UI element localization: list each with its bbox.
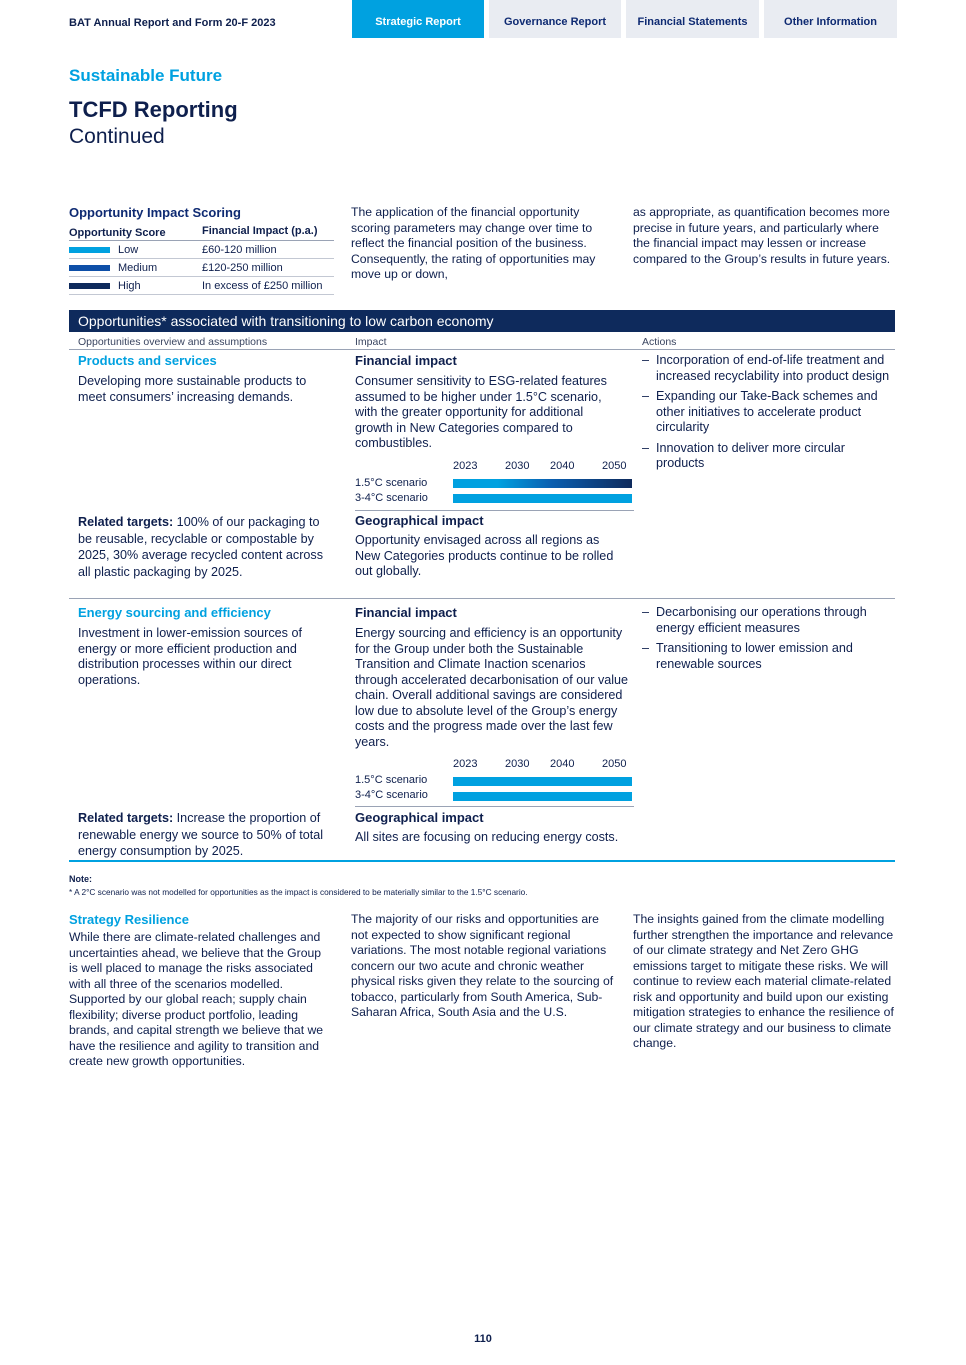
scenario-bar-3-4c xyxy=(453,792,632,801)
energy-actions-list xyxy=(642,605,892,677)
scenario-label: 1.5°C scenario xyxy=(355,477,428,489)
table-bottom-rule xyxy=(69,860,895,862)
products-actions-list xyxy=(642,353,892,477)
page-subtitle: Continued xyxy=(69,125,165,148)
targets-label: Related targets: xyxy=(78,811,174,825)
column-header-overview: Opportunities overview and assumptions xyxy=(78,336,268,348)
energy-title: Energy sourcing and efficiency xyxy=(78,605,271,620)
section-kicker: Sustainable Future xyxy=(69,66,223,85)
tab-strategic-report[interactable]: Strategic Report xyxy=(352,0,484,38)
score-label: High xyxy=(118,279,141,292)
score-impact: £60-120 million xyxy=(202,243,277,256)
intro-paragraph-1: The application of the financial opportunity scoring parameters may change over time to reflect the financial position of the business. Consequently, the rating of opportunities may move up or down, xyxy=(351,205,596,281)
score-swatch-high xyxy=(69,283,110,289)
products-related-targets xyxy=(78,514,332,580)
targets-text: 100% of our packaging to be reusable, recyclable or compostable by 2025, 30% average recycled content across all plastic packaging by 2025. xyxy=(78,515,324,579)
products-financial-text: Consumer sensitivity to ESG-related features assumed to be higher under 1.5°C scenario, with the greater opportunity for additional growth in New Categories compared to combustibles. xyxy=(355,374,607,450)
scoring-row-low xyxy=(69,241,334,259)
timeline-year: 2050 xyxy=(602,460,627,472)
scenario-bar-1-5c xyxy=(453,777,632,786)
resilience-title: Strategy Resilience xyxy=(69,912,189,927)
divider xyxy=(69,598,895,599)
note-text: * A 2°C scenario was not modelled for opportunities as the impact is considered to be materially similar to the 1.5°C scenario. xyxy=(69,887,528,897)
scenario-label: 3-4°C scenario xyxy=(355,789,428,801)
score-swatch-medium xyxy=(69,265,110,271)
list-item: – Expanding our Take-Back schemes and other initiatives to accelerate product circularity xyxy=(642,389,892,436)
tab-other-information[interactable]: Other Information xyxy=(764,0,897,38)
score-label: Medium xyxy=(118,261,158,274)
divider xyxy=(355,806,634,807)
resilience-paragraph-2: The majority of our risks and opportunities are not expected to show significant regional variations. The most notable regional variations concern our two acute and chronic weather physical risks given they relate to the sourcing of tobacco, particularly from South America, Sub-Saharan Africa, South Asia and the U.S. xyxy=(351,912,614,1019)
resilience-paragraph-3: The insights gained from the climate modelling further strengthen the importance and relevance of our climate strategy and Net Zero GHG emissions target to mitigate these risks. We will continue to review each material climate-related risk and opportunity and build upon our existing mitigation strategies to enhance the resilience of our climate strategy and our business to climate change. xyxy=(633,912,894,1050)
divider xyxy=(69,349,895,350)
timeline-year: 2023 xyxy=(453,758,478,770)
scoring-title: Opportunity Impact Scoring xyxy=(69,205,241,220)
scoring-header-impact: Financial Impact (p.a.) xyxy=(202,225,318,237)
energy-financial-title: Financial impact xyxy=(355,605,457,620)
timeline-year: 2030 xyxy=(505,460,530,472)
scoring-header-score: Opportunity Score xyxy=(69,226,166,239)
tab-financial-statements[interactable]: Financial Statements xyxy=(626,0,759,38)
score-impact: In excess of £250 million xyxy=(202,279,323,292)
score-swatch-low xyxy=(69,247,110,253)
divider xyxy=(355,510,634,511)
energy-description: Investment in lower-emission sources of energy or more efficient production and distribution processes within our direct operations. xyxy=(78,626,302,687)
note-label: Note: xyxy=(69,874,92,884)
score-label: Low xyxy=(118,243,139,256)
scoring-row-high xyxy=(69,277,334,295)
timeline-year: 2040 xyxy=(550,460,575,472)
scoring-table xyxy=(69,225,334,295)
products-description: Developing more sustainable products to meet consumers’ increasing demands. xyxy=(78,374,307,404)
targets-label: Related targets: xyxy=(78,515,174,529)
timeline-year: 2023 xyxy=(453,460,478,472)
list-item: – Transitioning to lower emission and renewable sources xyxy=(642,641,892,672)
list-item: – Innovation to deliver more circular products xyxy=(642,441,892,472)
energy-financial-text: Energy sourcing and efficiency is an opportunity for the Group under both the Sustainable Transition and Climate Inaction scenarios through accelerated decarbonisation of our value chain. Overall additional savings are considered low due to absolute level of the Group’s energy costs and the progress made over the last few years. xyxy=(355,626,629,749)
score-impact: £120-250 million xyxy=(202,261,283,274)
timeline-year: 2040 xyxy=(550,758,575,770)
opportunities-table-header: Opportunities* associated with transitioning to low carbon economy xyxy=(69,310,895,332)
timeline-year: 2050 xyxy=(602,758,627,770)
column-header-actions: Actions xyxy=(642,336,677,348)
scenario-label: 3-4°C scenario xyxy=(355,492,428,504)
energy-geo-title: Geographical impact xyxy=(355,810,484,825)
products-financial-title: Financial impact xyxy=(355,353,457,368)
timeline-year: 2030 xyxy=(505,758,530,770)
scenario-bar-1-5c xyxy=(453,479,632,488)
column-header-impact: Impact xyxy=(355,336,387,348)
page-number: 110 xyxy=(474,1333,492,1345)
report-title: BAT Annual Report and Form 20-F 2023 xyxy=(69,17,276,29)
scoring-header-row xyxy=(69,225,334,241)
products-geo-title: Geographical impact xyxy=(355,513,484,528)
intro-paragraph-2: as appropriate, as quantification becomes more precise in future years, and particularly where the financial impact may lessen or increase compared to the Group’s results in future years. xyxy=(633,205,891,266)
products-title: Products and services xyxy=(78,353,217,368)
scoring-row-medium xyxy=(69,259,334,277)
targets-text: Increase the proportion of renewable energy we source to 50% of total energy consumption by 2025. xyxy=(78,811,324,858)
resilience-paragraph-1: While there are climate-related challenges and uncertainties ahead, we believe that the Group is well placed to manage the risks associated with all three of the scenarios modelled. Supported by our global reach; supply chain flexibility; diverse product portfolio, leading brands, and capital strength we believe that we have the resilience and agility to transition and create new growth opportunities. xyxy=(69,930,324,1068)
products-geo-text: Opportunity envisaged across all regions as New Categories products continue to be rolled out globally. xyxy=(355,533,614,578)
tab-governance-report[interactable]: Governance Report xyxy=(489,0,621,38)
energy-related-targets xyxy=(78,810,332,860)
scenario-bar-3-4c xyxy=(453,494,632,503)
page-title: TCFD Reporting xyxy=(69,97,238,122)
list-item: – Decarbonising our operations through energy efficient measures xyxy=(642,605,892,636)
energy-geo-text: All sites are focusing on reducing energy costs. xyxy=(355,830,619,844)
scenario-label: 1.5°C scenario xyxy=(355,774,428,786)
list-item: – Incorporation of end-of-life treatment and increased recyclability into product design xyxy=(642,353,892,384)
